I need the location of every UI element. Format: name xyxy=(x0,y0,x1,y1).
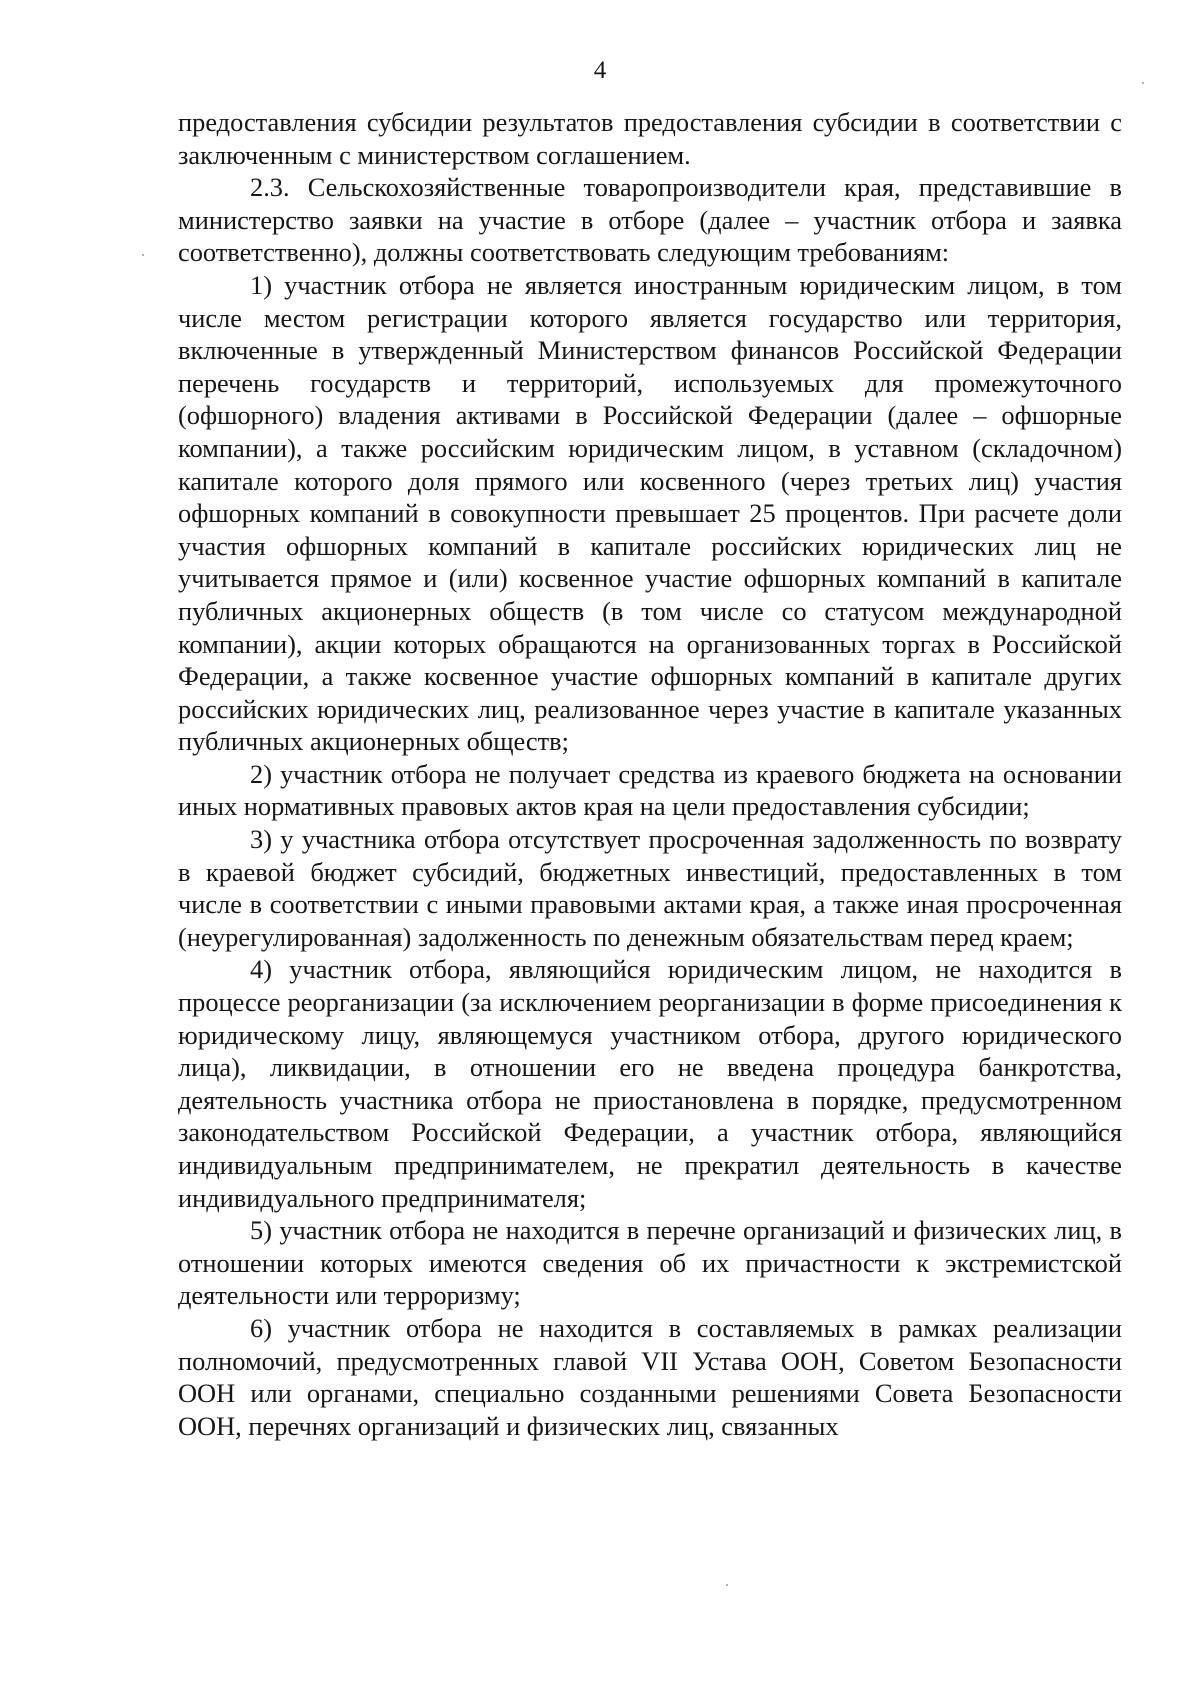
page-number: 4 xyxy=(593,57,607,84)
paragraph-requirement-3: 3) у участника отбора отсутствует просроченная задолженность по возврату в краевой бюджет субсидий, бюджетных инвестиций, предоставленных в том числе в соответствии с иными правовыми актами края, а также иная просроченная (неурегулированная) задолженность по денежным обязательствам перед краем; xyxy=(178,824,1122,952)
paragraph-requirement-2: 2) участник отбора не получает средства из краевого бюджета на основании иных нормативных правовых актов края на цели предоставления субсидии; xyxy=(178,758,1122,822)
scan-speck xyxy=(726,1584,728,1586)
document-body xyxy=(178,106,1122,1442)
paragraph-requirement-6: 6) участник отбора не находится в составляемых в рамках реализации полномочий, предусмотренных главой VII Устава ООН, Советом Безопасности ООН или органами, специально созданными решениями Совета Безопасности ООН, перечнях организаций и физических лиц, связанных xyxy=(178,1312,1122,1441)
scan-speck xyxy=(142,254,144,256)
paragraph-requirement-5: 5) участник отбора не находится в перечне организаций и физических лиц, в отношении которых имеются сведения об их причастности к экстремистской деятельности или терроризму; xyxy=(178,1215,1122,1311)
paragraph-continuation: предоставления субсидии результатов предоставления субсидии в соответствии с заключенным с министерством соглашением. xyxy=(178,107,1122,170)
paragraph-section-2-3: 2.3. Сельскохозяйственные товаропроизводители края, представившие в министерство заявки на участие в отборе (далее – участник отбора и заявка соответственно), должны соответствовать следующим требованиям: xyxy=(178,172,1122,268)
scan-speck xyxy=(1142,82,1144,84)
paragraph-requirement-1: 1) участник отбора не является иностранным юридическим лицом, в том числе местом регистрации которого является государство или территория, включенные в утвержденный Министерством финансов Российской Федерации перечень государств и территорий, используемых для промежуточного (офшорного) владения активами в Российской Федерации (далее – офшорные компании), а также российским юридическим лицом, в уставном (складочном) капитале которого доля прямого или косвенного (через третьих лиц) участия офшорных компаний в совокупности превышает 25 процентов. При расчете доли участия офшорных компаний в капитале российских юридических лиц не учитывается прямое и (или) косвенное участие офшорных компаний в капитале публичных акционерных обществ (в том числе со статусом международной компании), акции которых обращаются на организованных торгах в Российской Федерации, а также косвенное участие офшорных компаний в капитале других российских юридических лиц, реализованное через участие в капитале указанных публичных акционерных обществ; xyxy=(178,269,1122,757)
paragraph-requirement-4: 4) участник отбора, являющийся юридическим лицом, не находится в процессе реорганизации (за исключением реорганизации в форме присоединения к юридическому лицу, являющемуся участником отбора, другого юридического лица), ликвидации, в отношении его не введена процедура банкротства, деятельность участника отбора не приостановлена в порядке, предусмотренном законодательством Российской Федерации, а участник отбора, являющийся индивидуальным предпринимателем, не прекратил деятельность в качестве индивидуального предпринимателя; xyxy=(178,954,1122,1213)
